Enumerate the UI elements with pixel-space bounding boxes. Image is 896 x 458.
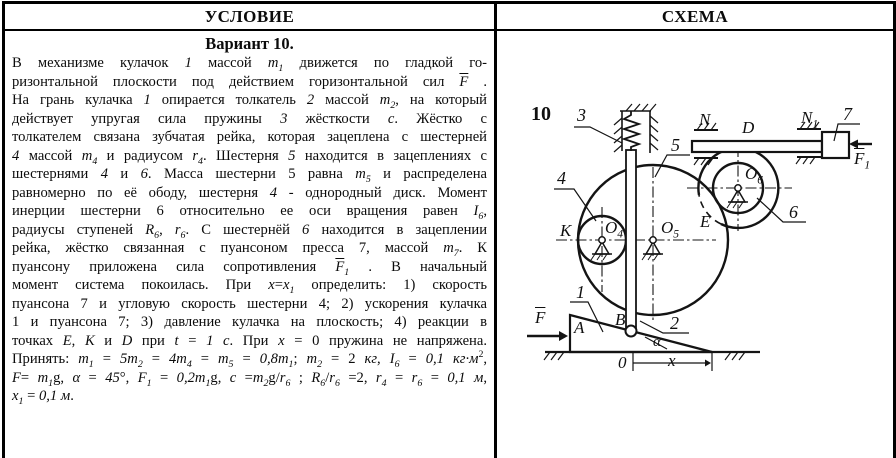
condition-text-line: 1 и пуансона 7; 3) давление кулачка на плоскость; 4) реакции в [12,314,487,330]
label-point-A: A [574,318,585,337]
label-x-coordinate: x [668,351,676,370]
condition-text-line: точках E, К и D при t = 1 c. При x = 0 пружина не напряжена. [12,332,487,349]
condition-text-line: момент система покоилась. При $x=x_1$ определить: 1) скорость [12,277,488,296]
label-point-D: D [742,118,755,137]
condition-text-line: пуансону приложена сила сопротивления $\overline{F}_1$ . В начальный [12,258,488,278]
label-point-N1: $N_1$ [801,108,819,131]
condition-text-line: рейка, жёстко связанная с пуансоном пресса 7, массой $m_7$. К [12,240,488,259]
condition-text-line: действует упругая сила пружины 3 жёсткости c. Жёстко с [12,110,487,127]
ground-line [544,352,760,360]
condition-text-line: $x_1 = 0,1$ м. [12,388,74,407]
label-point-E: E [700,212,711,231]
condition-text-line: равномерно по её ободу, шестерня 4 - однородный диск. Момент [12,184,487,201]
label-part-5-gear: 5 [671,135,680,155]
label-part-4-gear: 4 [557,168,566,188]
condition-text-line: толкателем связана зубчатая рейка, которая зацеплена с шестерней [12,129,487,145]
header-schema: СХЕМА [497,4,893,31]
label-force-F1: $\overline{F}_1$ [854,149,871,172]
label-center-O5: $O_5$ [661,218,680,241]
figure-number: 10 [531,103,551,125]
pusher-rod [626,150,636,328]
force-F-arrow [527,331,568,341]
label-part-1-cam: 1 [576,282,585,302]
condition-text-line: $F= m_1g$, α = 45°, $F_1 = 0,2m_1g$, $c =m_2g/r_6$ ; $R_6/r_6 =2$, $r_4 = r_6 = 0,1$ м, [12,369,488,389]
label-point-K: K [560,221,572,240]
label-part-3-spring: 3 [577,105,586,125]
label-point-N: N [699,110,711,129]
condition-text-line: шестернями 4 и 6. Масса шестерни 5 равна $m_5$ и распределена [12,166,487,185]
label-center-O4: $O_4$ [605,218,624,241]
horizontal-rack [692,141,822,152]
condition-text-line: На грань кулачка 1 опирается толкатель 2 массой $m_2$, на который [12,92,487,111]
condition-text-line: 4 массой $m_4$ и радиусом $r_4$. Шестерня 5 находится в зацеплениях с [12,147,487,167]
label-force-F: $\overline{F}$ [535,308,546,327]
variant-title: Вариант 10. [205,34,294,53]
label-part-7-punch: 7 [843,104,852,124]
condition-text-line: В механизме кулачок 1 массой $m_1$ движется по гладкой го- [12,55,487,74]
ground-hatching [544,352,745,360]
force-F1-arrow [849,140,872,149]
header-condition: УСЛОВИЕ [5,4,497,31]
label-point-B: B [615,310,626,329]
condition-text-line: инерции шестерни 6 относительно ее оси вращения равен $I_6$, [12,203,487,222]
condition-text-line: пуансона 7 и угловую скорость шестерни 4; 2) ускорения кулачка [12,295,487,312]
label-part-6-gear: 6 [789,202,798,222]
condition-text-line: радиусы ступеней $R_6$, $r_6$. С шестернёй 6 находится в зацеплении [12,221,488,241]
label-angle-alpha: α [653,334,661,350]
label-part-2-pusher: 2 [670,313,679,333]
condition-text-line: Принять: $m_1 = 5m_2 = 4m_4 = m_5 = 0,8m_1$; $m_2 = 2$ кг, $I_6 = 0,1$ $кг\cdot м^2$, [12,349,488,370]
condition-text-line: ризонтальной плоскости под действием горизонтальной сил $\overline{F}$ . [12,73,487,90]
spring-coil [624,111,639,151]
roller-B [626,326,637,337]
cam-wedge-1 [570,315,712,352]
label-origin-0: 0 [618,353,627,372]
label-center-O6: $O_6$ [745,164,764,187]
